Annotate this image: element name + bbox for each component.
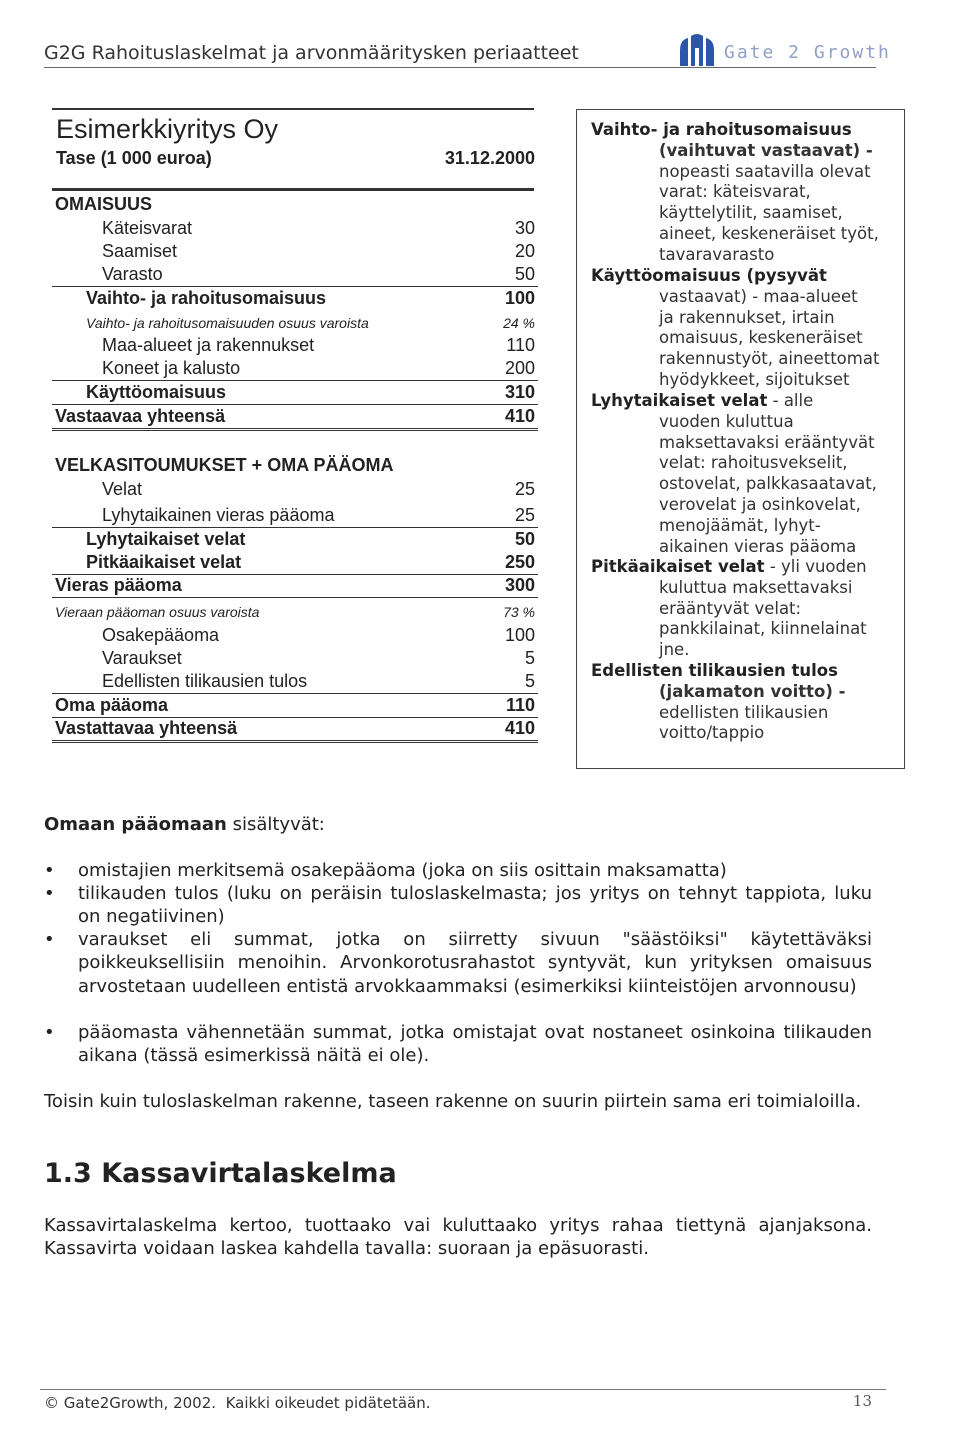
glossary-term: Vaihto- ja rahoitusomaisuus [591, 120, 852, 139]
footer-copyright [44, 1394, 431, 1412]
table-row [52, 624, 538, 647]
logo-text: Gate 2 Growth [724, 42, 891, 63]
row-value: 410 [504, 406, 535, 426]
bullet-icon: • [44, 929, 55, 950]
row-label: Lyhytaikaiset velat [86, 529, 246, 549]
balance-sheet-header-rule [52, 188, 534, 191]
page-number: 13 [852, 1392, 872, 1410]
glossary-line: erääntyvät velat: [659, 598, 802, 618]
glossary-line: jne. [659, 640, 690, 660]
glossary-term: Pitkäaikaiset velat [591, 557, 765, 576]
liabilities-heading: VELKASITOUMUKSET + OMA PÄÄOMA [55, 455, 394, 475]
row-label: Vaihto- ja rahoitusomaisuuden osuus varoista [86, 315, 369, 331]
row-value: 300 [504, 575, 535, 595]
row-label: Käteisvarat [102, 218, 193, 238]
glossary-entry [591, 266, 896, 391]
row-value: 50 [514, 529, 535, 549]
table-row [52, 334, 538, 357]
rights-text: Kaikki oikeudet pidätetään. [225, 1394, 431, 1412]
bullet-icon: • [44, 860, 55, 881]
balance-sheet-date: 31.12.2000 [444, 148, 535, 168]
row-value: 5 [524, 671, 535, 691]
subtotal-row [52, 528, 538, 551]
logo-mark-icon [676, 32, 718, 68]
row-label: Vieraan pääoman osuus varoista [55, 604, 260, 620]
row-label: Oma pääoma [55, 695, 169, 715]
list-item [44, 1021, 872, 1068]
glossary-line: ostovelat, palkkasaatavat, [659, 474, 877, 494]
glossary-entry [591, 557, 896, 661]
section-paragraph: Kassavirtalaskelma kertoo, tuottaako vai kuluttaako yritys rahaa tiettynä ajanjaksona. Kassavirta voidaan laskea kahdella tavalla: suoraan ja epäsuorasti. [44, 1215, 872, 1260]
row-label: Osakepääoma [102, 625, 220, 645]
ratio-row [52, 312, 538, 335]
subtotal-row [52, 287, 538, 310]
row-value: 410 [504, 718, 535, 738]
row-value: 73 % [503, 604, 535, 620]
table-row [52, 263, 538, 287]
row-label: Vastaavaa yhteensä [55, 406, 226, 426]
row-label: Pitkäaikaiset velat [86, 552, 242, 572]
glossary-line: nopeasti saatavilla olevat [659, 161, 871, 181]
row-label: Lyhytaikainen vieras pääoma [102, 505, 335, 525]
glossary-line: varat: käteisvarat, [659, 182, 811, 202]
glossary-line: menojäämät, lyhyt- [659, 515, 821, 535]
row-label: Edellisten tilikausien tulos [102, 671, 308, 691]
row-value: 50 [514, 264, 535, 284]
row-value: 25 [514, 505, 535, 525]
assets-heading: OMAISUUS [55, 194, 153, 214]
glossary-line: hyödykkeet, sijoitukset [659, 369, 850, 389]
equity-intro-bold: Omaan pääomaan [44, 814, 227, 835]
row-value: 250 [504, 552, 535, 572]
table-row [52, 357, 538, 381]
balance-sheet-subtitle: Tase (1 000 euroa) [56, 148, 212, 168]
row-value: 110 [506, 335, 535, 355]
row-label: Varasto [102, 264, 163, 284]
row-label: Vieras pääoma [55, 575, 182, 595]
row-value: 200 [504, 358, 535, 378]
table-row [52, 240, 538, 263]
page-header-title: G2G Rahoituslaskelmat ja arvonmääritysken periaatteet [44, 42, 579, 64]
glossary-line: rakennustyöt, aineettomat [659, 349, 880, 369]
glossary-line: (jakamaton voitto) - [659, 681, 846, 701]
equity-intro [44, 813, 872, 836]
list-item-text: pääomasta vähennetään summat, jotka omistajat ovat nostaneet osinkoina tilikauden aikana (tässä esimerkissä näitä ei ole). [78, 1022, 872, 1067]
subtotal-row [52, 574, 538, 598]
gate2growth-logo [676, 32, 891, 68]
equity-intro-rest: sisältyvät: [226, 814, 325, 835]
structure-note: Toisin kuin tuloslaskelman rakenne, taseen rakenne on suurin piirtein sama eri toimialoilla. [44, 1091, 862, 1112]
glossary-text: - yli vuoden [764, 557, 867, 576]
row-value: 20 [514, 241, 535, 261]
glossary-line: maksettavaksi erääntyvät [659, 432, 875, 452]
glossary-entry [591, 661, 896, 744]
bullet-icon: • [44, 1022, 55, 1043]
footer-divider [40, 1389, 886, 1390]
subtotal-row [52, 694, 538, 718]
total-row [52, 717, 538, 743]
list-item-text: omistajien merkitsemä osakepääoma (joka on siis osittain maksamatta) [78, 860, 727, 881]
company-name: Esimerkkiyritys Oy [56, 114, 278, 144]
row-label: Vaihto- ja rahoitusomaisuus [86, 288, 327, 308]
glossary-line: vuoden kuluttua [659, 411, 794, 431]
list-item [44, 859, 872, 882]
row-label: Varaukset [102, 648, 182, 668]
table-row [52, 670, 538, 694]
row-label: Velat [102, 479, 143, 499]
row-value: 110 [505, 695, 535, 715]
subtotal-row [52, 551, 538, 575]
list-item [44, 882, 872, 929]
copyright-text: © Gate2Growth, 2002. [44, 1394, 217, 1412]
section-heading: 1.3 Kassavirtalaskelma [44, 1158, 397, 1189]
glossary-line: vastaavat) - maa-alueet [659, 286, 858, 306]
ratio-row [52, 601, 538, 624]
list-item [44, 928, 872, 998]
glossary-line: ja rakennukset, irtain [659, 307, 835, 327]
table-row [52, 217, 538, 240]
row-value: 5 [524, 648, 535, 668]
glossary-line: kuluttua maksettavaksi [659, 577, 853, 597]
row-label: Vastattavaa yhteensä [55, 718, 238, 738]
row-label: Käyttöomaisuus [86, 382, 227, 402]
glossary-line: voitto/tappio [659, 723, 765, 743]
row-label: Saamiset [102, 241, 178, 261]
bullet-icon: • [44, 883, 55, 904]
glossary-line: tavaravarasto [659, 244, 775, 264]
table-row [52, 647, 538, 670]
list-item-text: varaukset eli summat, jotka on siirretty sivuun "säästöiksi" käytettäväksi poikkeuksellisiin menoihin. Arvonkorotusrahastot syntyvät, kun yrityksen omaisuus arvostetaan uudelleen entistä arvokkaammaksi (esimerkiksi kiinteistöjen arvonnousu) [78, 929, 872, 997]
glossary-term: Käyttöomaisuus (pysyvät [591, 266, 827, 285]
glossary-line: aikainen vieras pääoma [659, 536, 857, 556]
row-value: 100 [504, 625, 535, 645]
row-label: Maa-alueet ja rakennukset [102, 335, 315, 355]
glossary-line: edellisten tilikausien [659, 702, 829, 722]
glossary-text: - alle [767, 391, 814, 410]
table-row [52, 478, 538, 501]
header-divider [44, 67, 876, 68]
row-label: Koneet ja kalusto [102, 358, 241, 378]
glossary-line: pankkilainat, kiinnelainat [659, 619, 867, 639]
glossary-line: verovelat ja osinkovelat, [659, 494, 861, 514]
row-value: 310 [504, 382, 535, 402]
glossary-line: velat: rahoitusvekselit, [659, 453, 848, 473]
glossary-entry [591, 120, 896, 266]
glossary-line: käyttelytilit, saamiset, [659, 203, 843, 223]
glossary-term: Edellisten tilikausien tulos [591, 661, 838, 680]
table-row [52, 504, 538, 528]
row-value: 30 [514, 218, 535, 238]
row-value: 25 [514, 479, 535, 499]
glossary-line: omaisuus, keskeneräiset [659, 328, 863, 348]
glossary-box [576, 109, 905, 769]
row-value: 100 [504, 288, 535, 308]
total-row [52, 405, 538, 431]
list-item-text: tilikauden tulos (luku on peräisin tuloslaskelmasta; jos yritys on tehnyt tappiota, luku on negatiivinen) [78, 883, 872, 928]
subtotal-row [52, 381, 538, 405]
row-value: 24 % [503, 315, 535, 331]
glossary-term: Lyhytaikaiset velat [591, 391, 768, 410]
glossary-line: (vaihtuvat vastaavat) - [659, 140, 873, 160]
glossary-entry [591, 391, 896, 557]
glossary-line: aineet, keskeneräiset työt, [659, 223, 879, 243]
balance-sheet-top-rule [52, 108, 534, 110]
